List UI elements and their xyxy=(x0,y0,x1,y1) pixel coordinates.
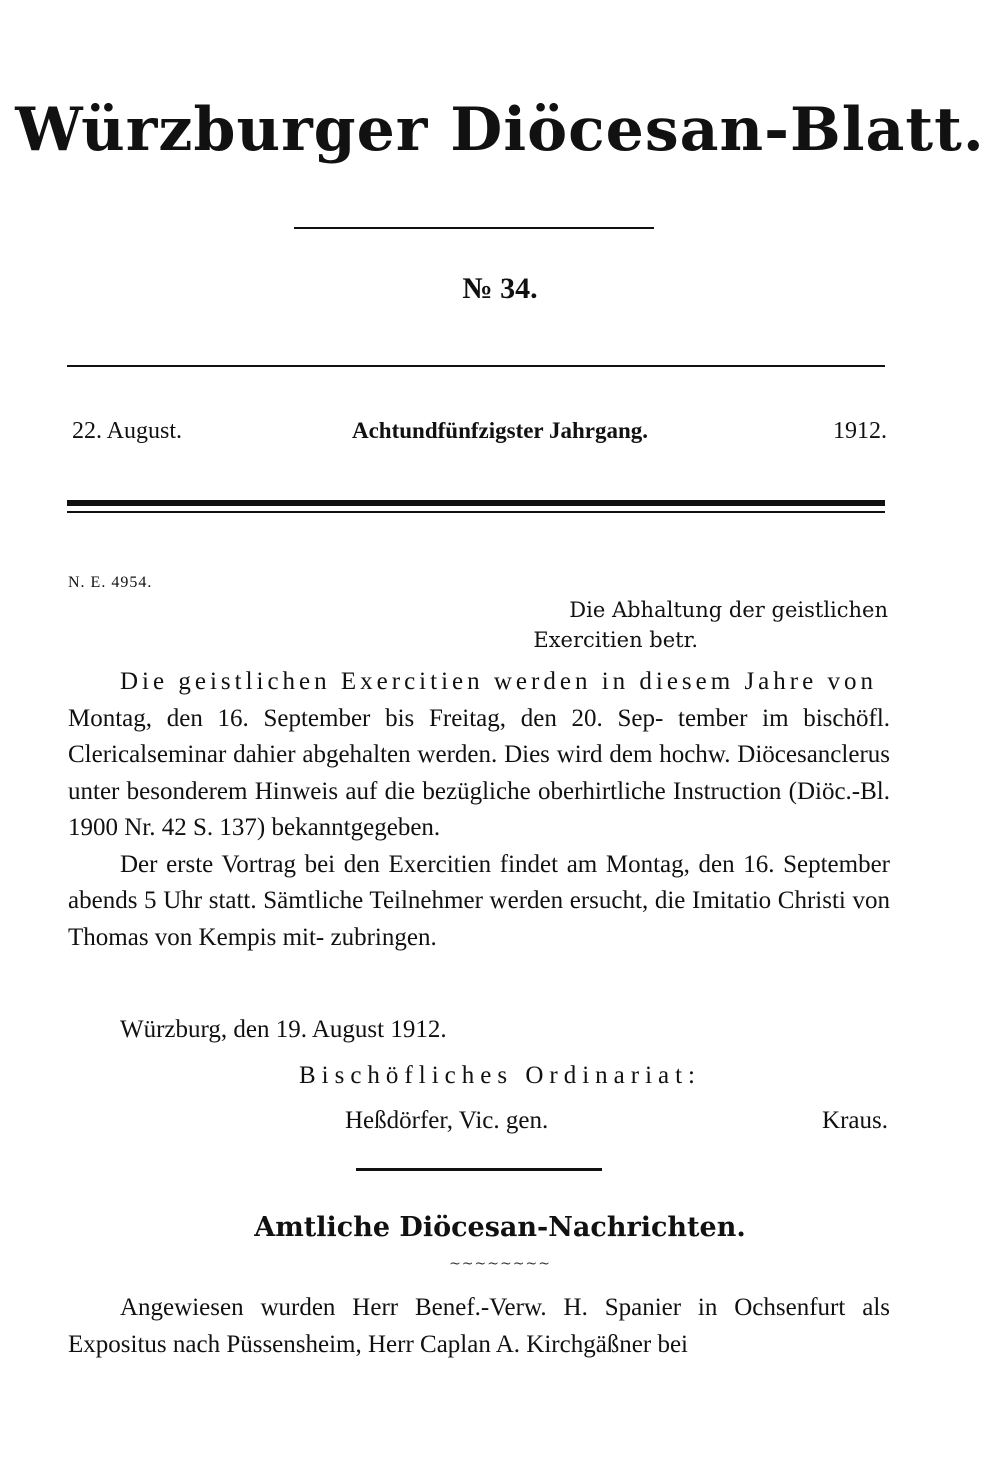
news-line: als Expositus nach Püssensheim, Herr Caplan A. Kirchgäßner bei xyxy=(68,1294,891,1358)
masthead-title: Würzburger Diöcesan-Blatt. xyxy=(15,95,985,165)
news-paragraph xyxy=(68,1290,890,1363)
section-divider xyxy=(356,1168,602,1171)
subject-line xyxy=(533,595,888,655)
top-divider xyxy=(67,365,885,367)
masthead-divider xyxy=(294,227,654,229)
paragraph-2-line: Der erste Vortrag bei den Exercitien findet am Montag, den xyxy=(120,850,735,878)
subject-line-1: Die Abhaltung der geistlichen xyxy=(569,598,888,622)
paragraph-1-line: Montag, den 16. September bis Freitag, den 20. Sep- xyxy=(68,704,664,732)
section-title: Amtliche Diöcesan-Nachrichten. xyxy=(254,1212,746,1243)
news-line: Angewiesen wurden Herr Benef.-Verw. H. Spanier in Ochsenfurt xyxy=(120,1294,846,1321)
issue-year: 1912. xyxy=(833,418,887,444)
issue-number: № 34. xyxy=(462,272,538,305)
subject-line-2: Exercitien betr. xyxy=(533,628,698,652)
place-date: Würzburg, den 19. August 1912. xyxy=(120,1016,447,1043)
ornament-divider: ~~~~~~~~ xyxy=(449,1256,551,1272)
notice-body xyxy=(68,664,890,956)
reference-number: N. E. 4954. xyxy=(68,574,153,591)
paragraph-1-line: Die geistlichen Exercitien werden in diesem Jahre von xyxy=(120,668,877,695)
news-body xyxy=(68,1290,890,1363)
double-rule-thin xyxy=(67,511,885,513)
paragraph-1-line: wird dem hochw. Diöcesanclerus unter besonderem Hinweis auf die xyxy=(68,741,891,805)
paragraph-1 xyxy=(68,664,890,847)
issuing-authority: Bischöfliches Ordinariat: xyxy=(298,1062,701,1089)
paragraph-1-line: bekanntgegeben. xyxy=(271,814,441,841)
double-rule-thick xyxy=(67,500,885,506)
paragraph-1-line: tember im bischöfl. Clericalseminar dahier abgehalten werden. Dies xyxy=(68,704,891,768)
signatory-secretary: Kraus. xyxy=(822,1107,888,1134)
paragraph-1-line: bezügliche oberhirtliche Instruction (Diöc.-Bl. 1900 Nr. 42 S. 137) xyxy=(68,777,890,841)
paragraph-2-line: werden ersucht, die Imitatio Christi von Thomas von Kempis mit- xyxy=(68,887,891,951)
issue-date: 22. August. xyxy=(72,418,183,444)
paragraph-2-line: zubringen. xyxy=(330,923,437,951)
volume-label: Achtundfünfzigster Jahrgang. xyxy=(351,418,649,443)
paragraph-2-line: 16. September abends 5 Uhr statt. Sämtliche Teilnehmer xyxy=(68,850,891,914)
signatory-vicar-general: Heßdörfer, Vic. gen. xyxy=(345,1107,549,1134)
paragraph-2 xyxy=(68,847,890,957)
